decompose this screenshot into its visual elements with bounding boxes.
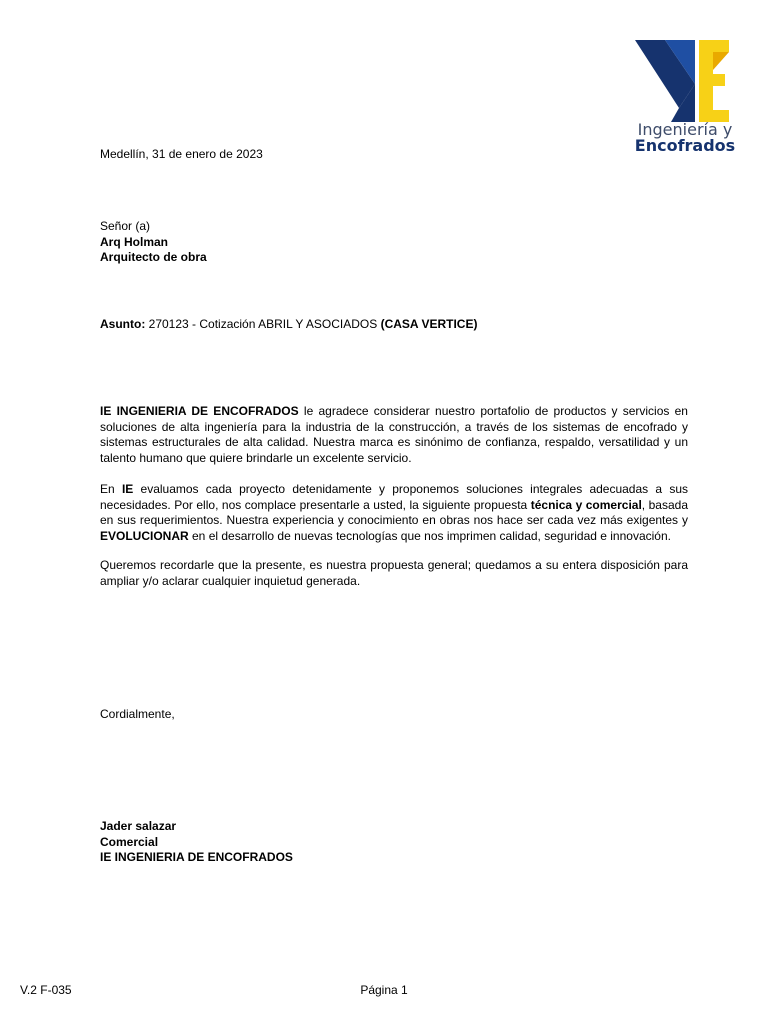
p2-ie: IE xyxy=(121,482,134,496)
subject-project: (CASA VERTICE) xyxy=(380,317,478,331)
p1-company: IE INGENIERIA DE ENCOFRADOS xyxy=(100,404,299,418)
signature-company: IE INGENIERIA DE ENCOFRADOS xyxy=(100,850,293,865)
p2-evolucionar: EVOLUCIONAR xyxy=(100,528,189,543)
recipient-salutation: Señor (a) xyxy=(100,219,151,233)
body-paragraph-2 xyxy=(100,482,688,544)
p1-text: le agradece considerar nuestro portafolio de productos y servicios en soluciones de alta ingeniería para la industria de la construcción, a través de los sistemas de encofrado y sistemas estructurales de alta calidad. Nuestra marca es sinónimo de confianza, respaldo, versatilidad y un talento humano que quiere brindarle un excelente servicio. xyxy=(100,404,688,465)
closing: Cordialmente, xyxy=(100,707,175,721)
subject-line xyxy=(100,317,477,333)
recipient-role: Arquitecto de obra xyxy=(100,250,207,265)
ie-logo-mark xyxy=(635,40,735,122)
signature-block xyxy=(100,819,293,866)
footer-version: V.2 F-035 xyxy=(20,983,72,997)
date-line: Medellín, 31 de enero de 2023 xyxy=(100,147,263,161)
recipient-block xyxy=(100,219,207,266)
subject-text: 270123 - Cotización ABRIL Y ASOCIADOS xyxy=(145,317,381,331)
body-paragraph-1 xyxy=(100,404,688,466)
signature-name: Jader salazar xyxy=(100,819,177,833)
body-paragraph-3: Queremos recordarle que la presente, es nuestra propuesta general; quedamos a su entera disposición para ampliar y/o aclarar cualquier inquietud generada. xyxy=(100,558,688,588)
p2-c: , basada en sus requerimientos. Nuestra experiencia y conocimiento en obras nos hace ser cada vez más exigentes y xyxy=(100,497,688,528)
signature-title: Comercial xyxy=(100,834,159,849)
logo-text-line2: Encofrados xyxy=(634,136,736,155)
recipient-name: Arq Holman xyxy=(100,234,169,249)
subject-label: Asunto: xyxy=(100,317,146,331)
company-logo xyxy=(613,34,757,162)
p2-d: en el desarrollo de nuevas tecnologías que nos imprimen calidad, seguridad e innovación. xyxy=(188,528,671,543)
footer-page-number: Página 1 xyxy=(360,983,408,997)
p2-a: En xyxy=(100,482,122,496)
p2-bold: técnica y comercial xyxy=(530,497,642,512)
logo-text-line1: Ingeniería y xyxy=(637,120,733,139)
p2-b: evaluamos cada proyecto detenidamente y proponemos soluciones integrales adecuadas a sus necesidades. Por ello, nos complace presentarle a usted, la siguiente propuesta xyxy=(100,482,689,512)
